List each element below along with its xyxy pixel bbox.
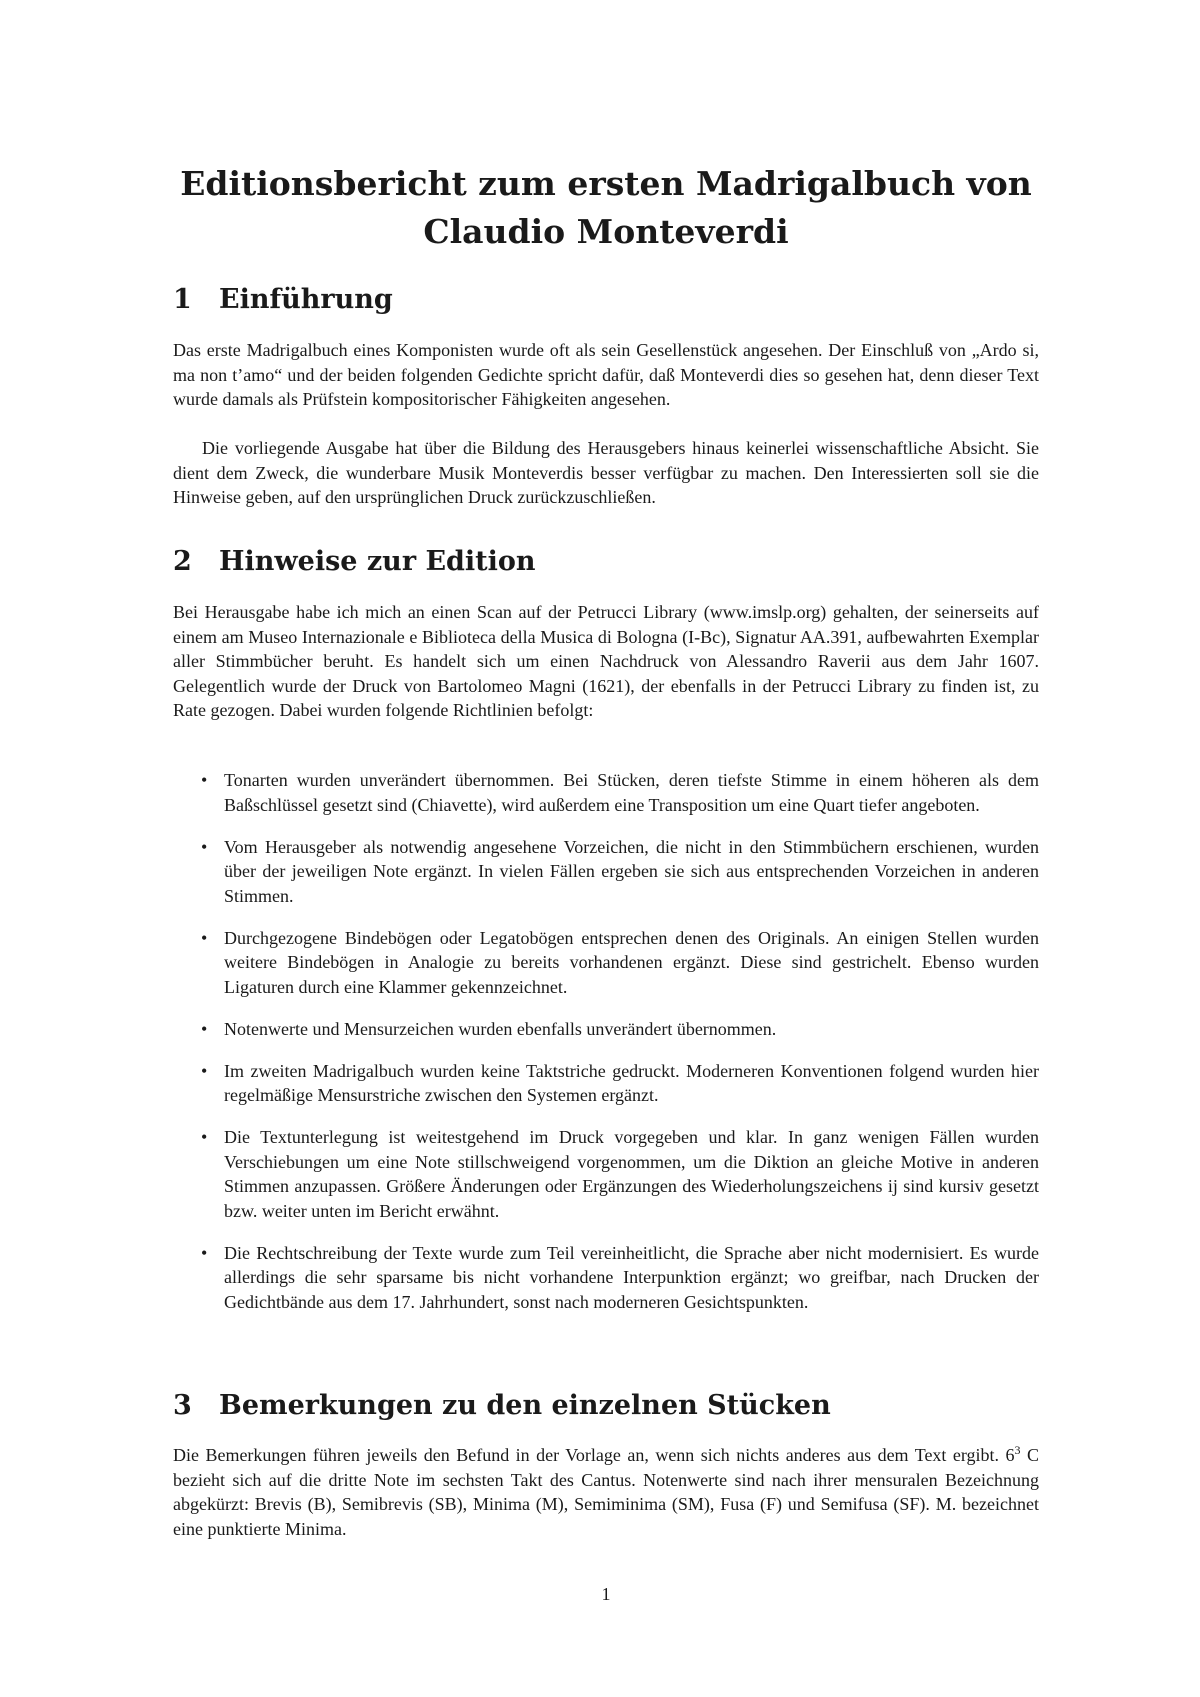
- list-item-text: Tonarten wurden unverändert übernommen. Bei Stücken, deren tiefste Stimme in einem höheren als dem Baßschlüssel gesetzt sind (Chiavette), wird außerdem eine Transposition um eine Quart tiefer angeboten.: [224, 770, 1039, 815]
- list-item: [173, 1017, 1039, 1042]
- paragraph-intro-1: Das erste Madrigalbuch eines Komponisten wurde oft als sein Gesellenstück angesehen. Der Einschluß von „Ardo si, ma non t’amo“ und der beiden folgenden Gedichte spricht dafür, daß Monteverdi dies so gesehen hat, denn dieser Text wurde damals als Prüfstein kompositorischer Fähigkeiten angesehen.: [173, 340, 1039, 409]
- bullet-icon: •: [201, 1127, 208, 1147]
- section-title: Hinweise zur Edition: [219, 546, 536, 577]
- list-item-text: Die Rechtschreibung der Texte wurde zum Teil vereinheitlicht, die Sprache aber nicht modernisiert. Es wurde allerdings die sehr sparsame bis nicht vorhandene Interpunktion ergänzt; wo greifbar, nach Drucken der Gedichtbände aus dem 17. Jahrhundert, sonst nach moderneren Gesichtspunkten.: [224, 1242, 1039, 1312]
- section-title: Bemerkungen zu den einzelnen Stücken: [219, 1390, 831, 1421]
- bullet-icon: •: [201, 1018, 208, 1039]
- superscript-note: 3: [1014, 1443, 1021, 1457]
- list-item: [173, 768, 1039, 817]
- remarks-text-after: C bezieht sich auf die dritte Note im sechsten Takt des Cantus. Notenwerte sind nach ihrer mensuralen Bezeichnung abgekürzt: Brevis (B), Semibrevis (SB), Minima (M), Semiminima (SM), Fusa (F) und Semifusa (SF). M. bezeichnet eine punktierte Minima.: [173, 1445, 1039, 1539]
- paragraph-remarks: [173, 1443, 1039, 1541]
- list-item: [173, 835, 1039, 909]
- section-heading-3: [173, 1390, 831, 1422]
- list-item: [173, 1125, 1039, 1223]
- list-item-text: Die Textunterlegung ist weitestgehend im Druck vorgegeben und klar. In ganz wenigen Fällen wurden Verschiebungen um eine Note stillschweigend vorgenommen, um die Diktion an gleiche Motive in anderen Stimmen anzupassen. Größere Änderungen oder Ergänzungen des Wiederholungszeichens ij sind kursiv gesetzt bzw. weiter unten im Bericht erwähnt.: [224, 1127, 1039, 1221]
- paragraph-edition: Bei Herausgabe habe ich mich an einen Scan auf der Petrucci Library (www.imslp.org) gehalten, der seinerseits auf einem am Museo Internazionale e Biblioteca della Musica di Bologna (I-Bc), Signatur AA.391, aufbewahrten Exemplar aller Stimmbücher beruht. Es handelt sich um einen Nachdruck von Alessandro Raverii aus dem Jahr 1607. Gelegentlich wurde der Druck von Bartolomeo Magni (1621), der ebenfalls in der Petrucci Library zu finden ist, zu Rate gezogen. Dabei wurden folgende Richtlinien befolgt:: [173, 602, 1039, 720]
- paragraph-intro-2: Die vorliegende Ausgabe hat über die Bildung des Herausgebers hinaus keinerlei wissenschaftliche Absicht. Sie dient dem Zweck, die wunderbare Musik Monteverdis besser verfügbar zu machen. Den Interessierten soll sie die Hinweise geben, auf den ursprünglichen Druck zurückzuschließen.: [173, 438, 1039, 507]
- section-number: 2: [173, 546, 192, 577]
- list-item-text: Im zweiten Madrigalbuch wurden keine Taktstriche gedruckt. Moderneren Konventionen folgend wurden hier regelmäßige Mensurstriche zwischen den Systemen ergänzt.: [224, 1060, 1039, 1105]
- document-title: [173, 160, 1039, 256]
- section-title: Einführung: [219, 284, 393, 315]
- bullet-icon: •: [201, 927, 208, 948]
- section-heading-2: [173, 546, 536, 578]
- page-number: 1: [601, 1584, 611, 1604]
- guidelines-list: [173, 768, 1039, 1332]
- bullet-icon: •: [201, 770, 208, 790]
- remarks-text-before: Die Bemerkungen führen jeweils den Befund in der Vorlage an, wenn sich nichts anderes aus dem Text ergibt. 6: [173, 1445, 1015, 1465]
- section-number: 1: [173, 284, 192, 315]
- list-item: [173, 1241, 1039, 1315]
- title-line-1: Editionsbericht zum ersten Madrigalbuch von: [180, 164, 1032, 203]
- bullet-icon: •: [201, 1060, 208, 1081]
- list-item: [173, 926, 1039, 1000]
- bullet-icon: •: [201, 836, 208, 857]
- section-number: 3: [173, 1390, 192, 1421]
- document-page: [173, 0, 1039, 1697]
- section-heading-1: [173, 284, 393, 316]
- list-item-text: Notenwerte und Mensurzeichen wurden ebenfalls unverändert übernommen.: [224, 1018, 777, 1039]
- list-item-text: Vom Herausgeber als notwendig angesehene Vorzeichen, die nicht in den Stimmbüchern erschienen, wurden über der jeweiligen Note ergänzt. In vielen Fällen ergeben sie sich aus entsprechenden Vorzeichen in anderen Stimmen.: [224, 836, 1039, 906]
- bullet-icon: •: [201, 1242, 208, 1263]
- list-item-text: Durchgezogene Bindebögen oder Legatobögen entsprechen denen des Originals. An einigen Stellen wurden weitere Bindebögen in Analogie zu bereits vorhandenen ergänzt. Diese sind gestrichelt. Ebenso wurden Ligaturen durch eine Klammer gekennzeichnet.: [224, 927, 1039, 997]
- title-line-2: Claudio Monteverdi: [423, 212, 789, 251]
- list-item: [173, 1059, 1039, 1108]
